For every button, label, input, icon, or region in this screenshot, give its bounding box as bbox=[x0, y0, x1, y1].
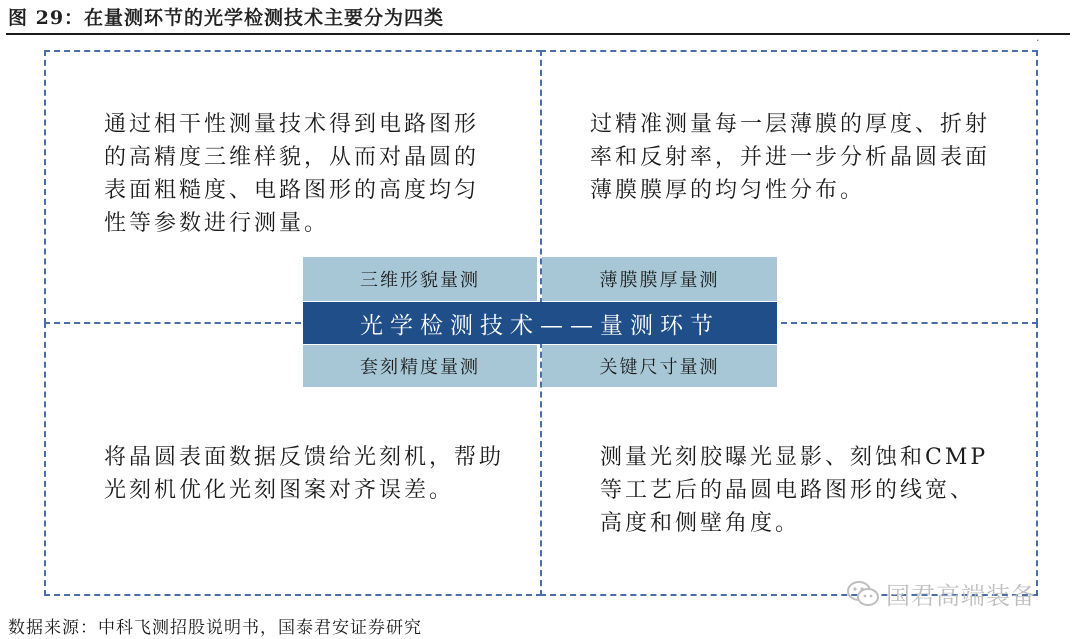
cell-critical-dimension: 关键尺寸量测 bbox=[542, 345, 777, 387]
description-top-left: 通过相干性测量技术得到电路图形的高精度三维样貌，从而对晶圆的表面粗糙度、电路图形的高度均匀性等参数进行测量。 bbox=[104, 112, 480, 236]
description-top-right: 过精准测量每一层薄膜的厚度、折射率和反射率，并进一步分析晶圆表面薄膜膜厚的均匀性分布。 bbox=[590, 112, 991, 203]
cell-overlay-accuracy: 套刻精度量测 bbox=[303, 345, 537, 387]
center-label-bar: 光学检测技术——量测环节 bbox=[303, 302, 777, 344]
wechat-icon bbox=[846, 580, 880, 608]
watermark-text: 国君高端装备 bbox=[886, 582, 1036, 610]
description-bottom-right: 测量光刻胶曝光显影、刻蚀和CMP等工艺后的晶圆电路图形的线宽、高度和侧壁角度。 bbox=[600, 445, 989, 536]
corner-dot: . bbox=[1036, 31, 1040, 44]
description-bottom-left: 将晶圆表面数据反馈给光刻机，帮助光刻机优化光刻图案对齐误差。 bbox=[104, 445, 505, 503]
title-divider bbox=[6, 33, 1070, 35]
source-note: 数据来源：中科飞测招股说明书，国泰君安证券研究 bbox=[8, 618, 422, 638]
cell-3d-topography: 三维形貌量测 bbox=[303, 257, 537, 301]
figure-title: 图 29：在量测环节的光学检测技术主要分为四类 bbox=[8, 7, 445, 29]
watermark bbox=[846, 576, 1036, 611]
cell-film-thickness: 薄膜膜厚量测 bbox=[542, 257, 777, 301]
